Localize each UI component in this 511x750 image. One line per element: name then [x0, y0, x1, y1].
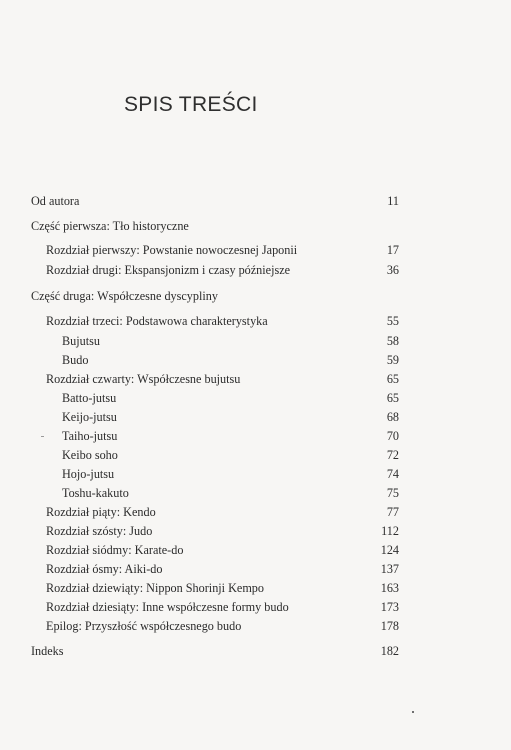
toc-chapter-5	[31, 503, 399, 521]
toc-entry-label: Rozdział dziesiąty: Inne współczesne formy budo	[46, 600, 289, 614]
toc-section-budo	[31, 351, 399, 369]
paper-speck	[41, 436, 44, 437]
toc-part-2	[31, 287, 399, 305]
toc-entry-label: Rozdział szósty: Judo	[46, 524, 153, 538]
toc-entry-page: 65	[386, 372, 399, 386]
toc-entry-label: Rozdział trzeci: Podstawowa charakterystyka	[46, 314, 268, 328]
paper-mark	[412, 711, 414, 713]
toc-part-1	[31, 217, 399, 235]
toc-section-toshu-kakuto	[31, 484, 399, 502]
toc-entry-label: Toshu-kakuto	[62, 486, 129, 500]
toc-chapter-1	[31, 241, 399, 259]
toc-entry-label: Rozdział czwarty: Współczesne bujutsu	[46, 372, 241, 386]
toc-entry-label: Od autora	[31, 194, 80, 208]
toc-entry-page: 77	[386, 505, 399, 519]
toc-index	[31, 642, 399, 660]
page-title: SPIS TREŚCI	[124, 93, 258, 116]
toc-entry-label: Rozdział drugi: Ekspansjonizm i czasy późniejsze	[46, 263, 291, 277]
toc-entry-label: Rozdział pierwszy: Powstanie nowoczesnej Japonii	[46, 243, 298, 257]
toc-entry-page: 59	[386, 353, 399, 367]
toc-chapter-3	[31, 312, 399, 330]
toc-chapter-4	[31, 370, 399, 388]
toc-entry-od-autora	[31, 192, 399, 210]
toc-entry-page: 163	[380, 581, 399, 595]
toc-entry-page: 70	[386, 429, 399, 443]
toc-section-keibo-soho	[31, 446, 399, 464]
toc-entry-page: 75	[386, 486, 399, 500]
toc-section-batto-jutsu	[31, 389, 399, 407]
toc-section-taiho-jutsu	[31, 427, 399, 445]
toc-section-hojo-jutsu	[31, 465, 399, 483]
toc-entry-page: 182	[380, 644, 399, 658]
toc-entry-page: 173	[380, 600, 399, 614]
toc-entry-page: 178	[380, 619, 399, 633]
toc-entry-label: Budo	[62, 353, 89, 367]
toc-epilog	[31, 617, 399, 635]
toc-chapter-9	[31, 579, 399, 597]
toc-chapter-7	[31, 541, 399, 559]
toc-entry-label: Hojo-jutsu	[62, 467, 115, 481]
toc-entry-page: 65	[386, 391, 399, 405]
toc-entry-page: 17	[386, 243, 399, 257]
toc-section-keijo-jutsu	[31, 408, 399, 426]
toc-entry-page: 74	[386, 467, 399, 481]
toc-chapter-10	[31, 598, 399, 616]
toc-entry-label: Indeks	[31, 644, 64, 658]
toc-entry-label: Taiho-jutsu	[62, 429, 118, 443]
toc-section-bujutsu	[31, 332, 399, 350]
toc-entry-page: 55	[386, 314, 399, 328]
toc-entry-label: Rozdział siódmy: Karate-do	[46, 543, 184, 557]
toc-entry-page: 11	[387, 194, 399, 208]
toc-entry-label: Epilog: Przyszłość współczesnego budo	[46, 619, 242, 633]
toc-entry-label: Część pierwsza: Tło historyczne	[31, 219, 189, 233]
toc-entry-page: 124	[380, 543, 399, 557]
toc-entry-label: Rozdział piąty: Kendo	[46, 505, 156, 519]
toc-chapter-8	[31, 560, 399, 578]
toc-entry-page: 137	[380, 562, 399, 576]
toc-entry-label: Keibo soho	[62, 448, 118, 462]
toc-entry-label: Keijo-jutsu	[62, 410, 117, 424]
toc-entry-label: Batto-jutsu	[62, 391, 117, 405]
toc-entry-label: Rozdział dziewiąty: Nippon Shorinji Kempo	[46, 581, 264, 595]
toc-entry-page: 58	[386, 334, 399, 348]
toc-entry-label: Bujutsu	[62, 334, 100, 348]
toc-entry-page: 68	[386, 410, 399, 424]
toc-entry-page: 112	[381, 524, 399, 538]
toc-entry-page: 72	[386, 448, 399, 462]
toc-entry-label: Część druga: Współczesne dyscypliny	[31, 289, 218, 303]
toc-chapter-6	[31, 522, 399, 540]
toc-entry-label: Rozdział ósmy: Aiki-do	[46, 562, 163, 576]
toc-chapter-2	[31, 261, 399, 279]
toc-entry-page: 36	[386, 263, 399, 277]
